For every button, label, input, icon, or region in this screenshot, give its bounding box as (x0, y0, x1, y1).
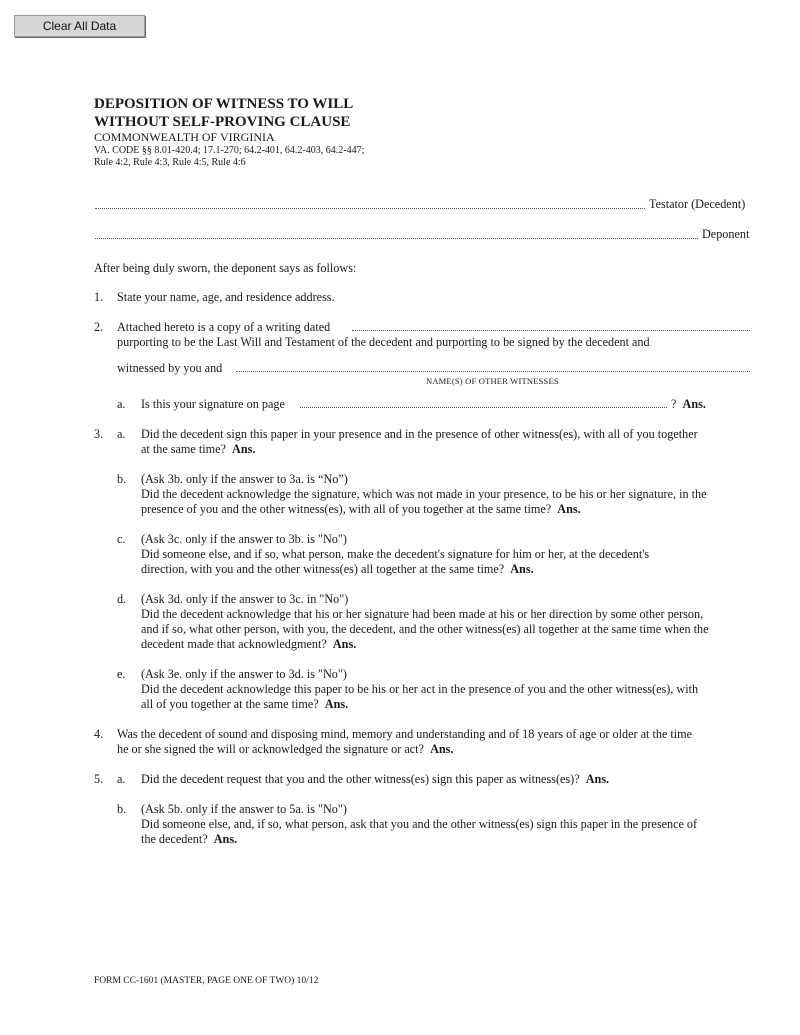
code-citation-line1: VA. CODE §§ 8.01-420.4; 17.1-270; 64.2-401, 64.2-403, 64.2-447; (94, 145, 365, 156)
form-title-line1: DEPOSITION OF WITNESS TO WILL (94, 96, 354, 112)
q3b-line3: presence of you and the other witness(es), with all of you together at the same time? Ans. (141, 502, 581, 516)
q3c-label: c. (117, 532, 126, 546)
other-witnesses-caption: NAME(S) OF OTHER WITNESSES (426, 376, 559, 386)
q5b-line2: Did someone else, and, if so, what person, ask that you and the other witness(es) sign this paper in the presence of (141, 817, 698, 831)
q5b-ans: Ans. (213, 832, 238, 846)
other-witnesses-field[interactable] (236, 371, 750, 372)
q4-number: 4. (94, 727, 104, 741)
q2-line2: purporting to be the Last Will and Testament of the decedent and purporting to be signed by the decedent and (117, 335, 650, 349)
form-footer: FORM CC-1601 (MASTER, PAGE ONE OF TWO) 10/12 (94, 976, 319, 986)
q2a-ans: Ans. (682, 397, 706, 411)
code-citation-line2: Rule 4:2, Rule 4:3, Rule 4:5, Rule 4:6 (94, 157, 246, 168)
q4-line2: he or she signed the will or acknowledged the signature or act? Ans. (117, 742, 454, 756)
intro-text: After being duly sworn, the deponent says as follows: (94, 261, 357, 275)
q2-line1: Attached hereto is a copy of a writing dated (117, 320, 331, 334)
q3c-line2: Did someone else, and if so, what person, make the decedent's signature for him or her, at the decedent's (141, 547, 650, 561)
q2a-text: Is this your signature on page (141, 397, 285, 411)
q3a-ans: Ans. (232, 442, 256, 456)
q3d-line4: decedent made that acknowledgment? Ans. (141, 637, 357, 651)
jurisdiction: COMMONWEALTH OF VIRGINIA (94, 130, 275, 144)
q3b-ans: Ans. (557, 502, 581, 516)
q3d-line2: Did the decedent acknowledge that his or her signature had been made at his or her direction by some other person, (141, 607, 704, 621)
q1-text: State your name, age, and residence address. (117, 290, 335, 304)
signature-page-field[interactable] (300, 407, 667, 408)
q5a-text: Did the decedent request that you and the other witness(es) sign this paper as witness(es)? Ans. (141, 772, 610, 786)
q5-number: 5. (94, 772, 104, 786)
q3d-label: d. (117, 592, 127, 606)
q3b-line2: Did the decedent acknowledge the signature, which was not made in your presence, to be his or her signature, in the (141, 487, 707, 501)
q3e-label: e. (117, 667, 126, 681)
clear-all-data-button[interactable]: Clear All Data (14, 15, 145, 37)
q3e-line1: (Ask 3e. only if the answer to 3d. is "No") (141, 667, 347, 681)
q3c-line1: (Ask 3c. only if the answer to 3b. is "No") (141, 532, 347, 546)
q5b-label: b. (117, 802, 127, 816)
testator-label: Testator (Decedent) (649, 197, 746, 211)
testator-name-field[interactable] (95, 208, 645, 209)
q3c-ans: Ans. (510, 562, 534, 576)
q2-number: 2. (94, 320, 104, 334)
writing-date-field[interactable] (352, 330, 750, 331)
q2a-tail: ? Ans. (671, 397, 706, 411)
q3b-label: b. (117, 472, 127, 486)
form-title-line2: WITHOUT SELF-PROVING CLAUSE (94, 114, 351, 130)
q1-number: 1. (94, 290, 104, 304)
q2-line3: witnessed by you and (117, 361, 223, 375)
q3e-line3: all of you together at the same time? Ans. (141, 697, 349, 711)
deponent-name-field[interactable] (95, 238, 698, 239)
q3d-line1: (Ask 3d. only if the answer to 3c. in "No") (141, 592, 349, 606)
q3a-line2: at the same time? Ans. (141, 442, 256, 456)
q4-ans: Ans. (430, 742, 454, 756)
q5b-line1: (Ask 5b. only if the answer to 5a. is "No") (141, 802, 347, 816)
q2a-label: a. (117, 397, 126, 411)
q4-line1: Was the decedent of sound and disposing mind, memory and understanding and of 18 years of age or older at the time (117, 727, 693, 741)
deponent-label: Deponent (702, 227, 750, 241)
q3e-ans: Ans. (324, 697, 349, 711)
q3b-line1: (Ask 3b. only if the answer to 3a. is “No”) (141, 472, 348, 486)
q3d-line3: and if so, what other person, with you, the decedent, and the other witness(es) all together at the same time when the (141, 622, 709, 636)
q5a-label: a. (117, 772, 126, 786)
q5b-line3: the decedent? Ans. (141, 832, 238, 846)
q3c-line3: direction, with you and the other witness(es) all together at the same time? Ans. (141, 562, 534, 576)
q5a-ans: Ans. (585, 772, 610, 786)
q3e-line2: Did the decedent acknowledge this paper to be his or her act in the presence of you and the other witness(es), with (141, 682, 699, 696)
q3-number: 3. (94, 427, 104, 441)
q3d-ans: Ans. (332, 637, 357, 651)
q3a-label: a. (117, 427, 126, 441)
q3a-line1: Did the decedent sign this paper in your presence and in the presence of other witness(es), with all of you together (141, 427, 698, 441)
